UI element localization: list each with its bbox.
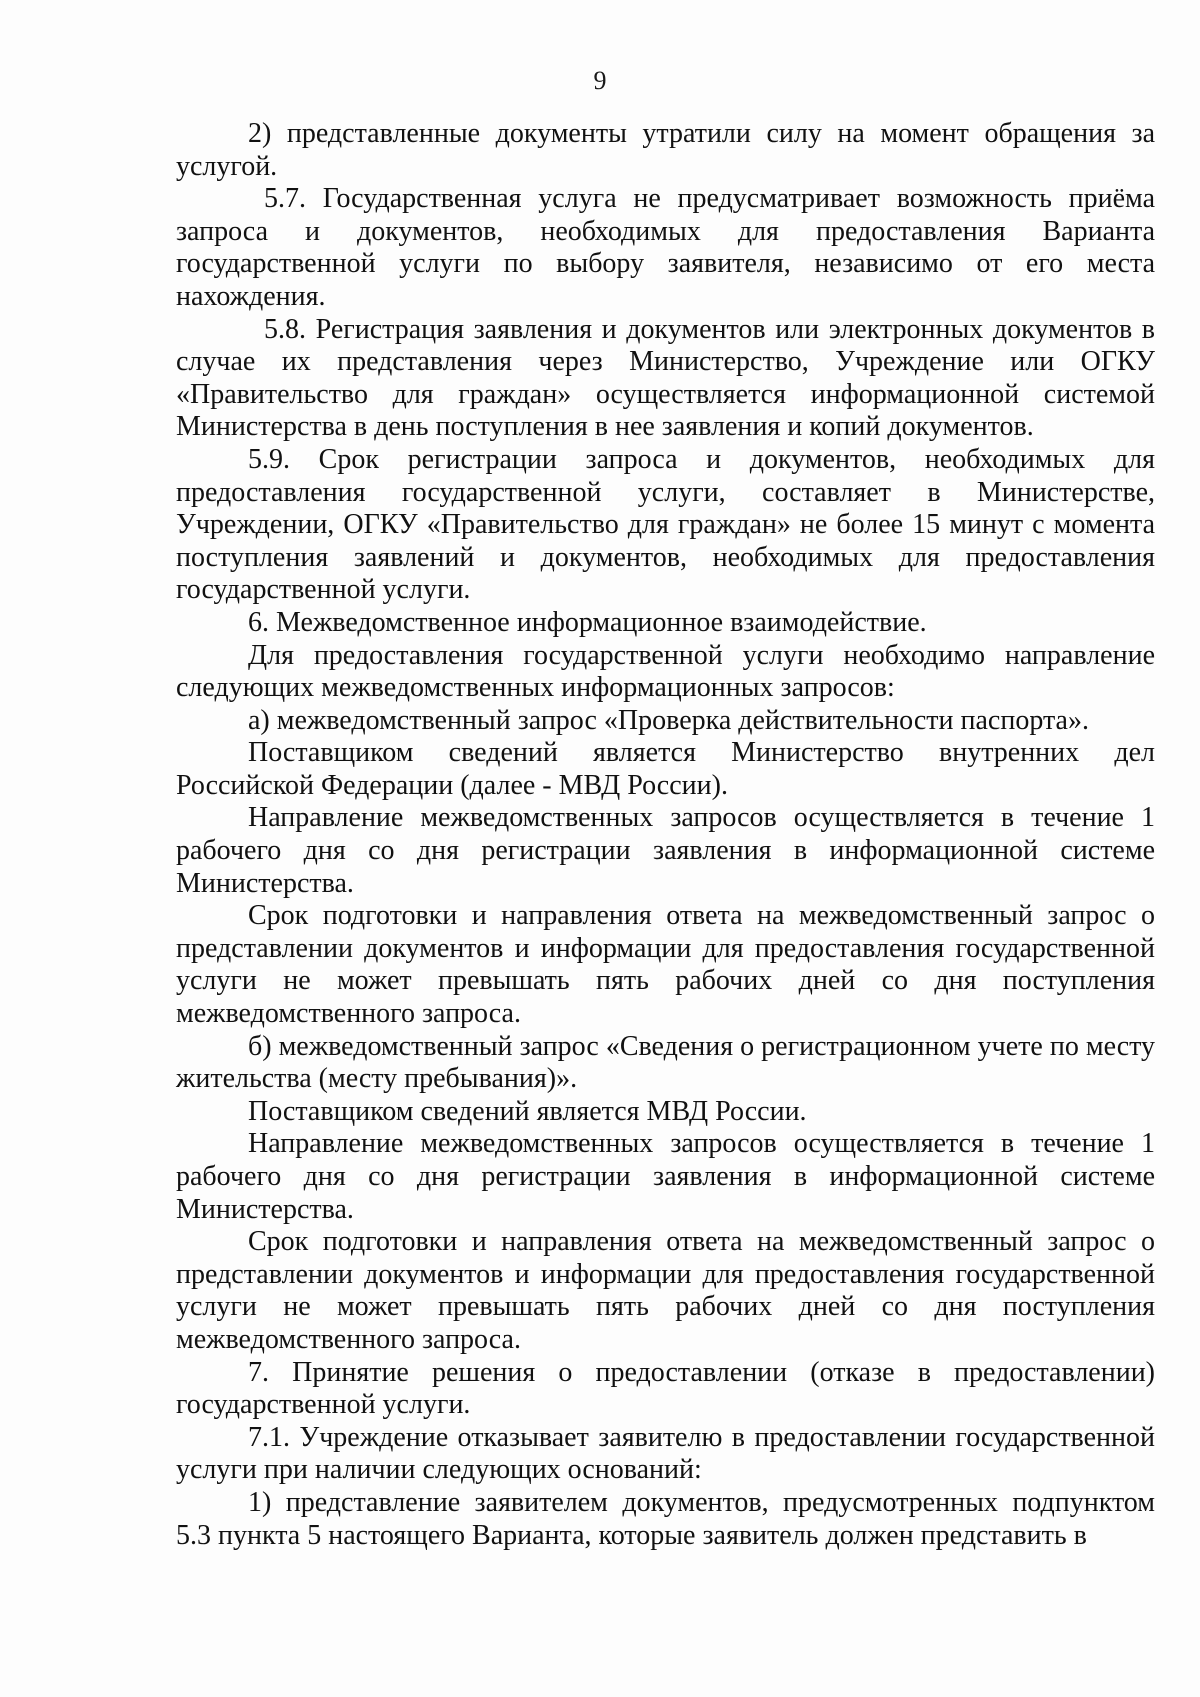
paragraph: 7.1. Учреждение отказывает заявителю в предоставлении государственной услуги при наличии следующих оснований: bbox=[176, 1421, 1155, 1486]
paragraph: а) межведомственный запрос «Проверка действительности паспорта». bbox=[248, 704, 1089, 736]
paragraph: 5.9. Срок регистрации запроса и документов, необходимых для предоставления государственной услуги, составляет в Министерстве, Учреждении, ОГКУ «Правительство для граждан» не более 15 минут с момента поступления заявлений и документов, необходимых для предоставления государственной услуги. bbox=[176, 443, 1155, 606]
paragraph: Направление межведомственных запросов осуществляется в течение 1 рабочего дня со дня регистрации заявления в информационной системе Министерства. bbox=[176, 1128, 1155, 1225]
paragraph: 2) представленные документы утратили силу на момент обращения за услугой. bbox=[176, 118, 1155, 182]
paragraph: Поставщиком сведений является МВД России. bbox=[248, 1095, 807, 1127]
section-heading: 6. Межведомственное информационное взаимодействие. bbox=[248, 606, 927, 638]
paragraph: б) межведомственный запрос «Сведения о регистрационном учете по месту жительства (месту пребывания)». bbox=[176, 1030, 1155, 1095]
paragraph: Поставщиком сведений является Министерство внутренних дел Российской Федерации (далее - МВД России). bbox=[176, 737, 1155, 801]
paragraph: Направление межведомственных запросов осуществляется в течение 1 рабочего дня со дня регистрации заявления в информационной системе Министерства. bbox=[176, 802, 1155, 899]
paragraph: Срок подготовки и направления ответа на межведомственный запрос о представлении документов и информации для предоставления государственной услуги не может превышать пять рабочих дней со дня поступления межведомственного запроса. bbox=[176, 1226, 1155, 1355]
paragraph: Срок подготовки и направления ответа на межведомственный запрос о представлении документов и информации для предоставления государственной услуги не может превышать пять рабочих дней со дня поступления межведомственного запроса. bbox=[176, 900, 1155, 1030]
paragraph: 5.8. Регистрация заявления и документов или электронных документов в случае их представления через Министерство, Учреждение или ОГКУ «Правительство для граждан» осуществляется информационной системой Министерства в день поступления в нее заявления и копий документов. bbox=[176, 313, 1155, 443]
paragraph: 5.7. Государственная услуга не предусматривает возможность приёма запроса и документов, необходимых для предоставления Варианта государственной услуги по выбору заявителя, независимо от его места нахождения. bbox=[176, 183, 1155, 312]
paragraph: 1) представление заявителем документов, предусмотренных подпунктом 5.3 пункта 5 настоящего Варианта, которые заявитель должен представить в bbox=[176, 1486, 1155, 1551]
paragraph: Для предоставления государственной услуги необходимо направление следующих межведомственных информационных запросов: bbox=[176, 639, 1155, 704]
document-body bbox=[176, 118, 1155, 1552]
page-number: 9 bbox=[593, 66, 607, 95]
section-heading: 7. Принятие решения о предоставлении (отказе в предоставлении) государственной услуги. bbox=[176, 1356, 1155, 1421]
